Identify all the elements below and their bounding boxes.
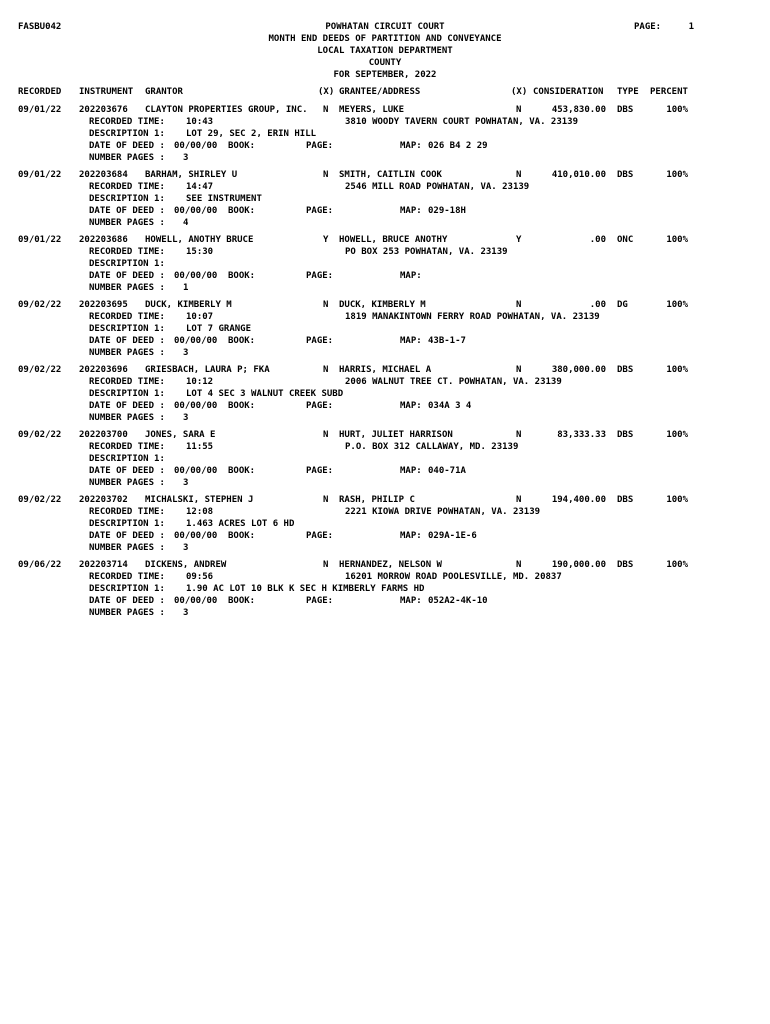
page-label: PAGE: xyxy=(634,22,662,32)
grantee-name: DUCK, KIMBERLY M xyxy=(339,300,426,310)
deed-type: DBS xyxy=(617,105,634,115)
number-pages: 3 xyxy=(183,608,189,618)
instrument-number: 202203686 xyxy=(79,235,128,245)
grantee-name: HOWELL, BRUCE ANOTHY xyxy=(339,235,448,245)
col-recorded: RECORDED xyxy=(18,87,62,97)
map-number: 43B-1-7 xyxy=(428,336,466,346)
recorded-date: 09/01/22 xyxy=(18,235,62,245)
description-label: DESCRIPTION 1: xyxy=(89,454,165,464)
recorded-time-label: RECORDED TIME: xyxy=(89,572,165,582)
description-label: DESCRIPTION 1: xyxy=(89,129,165,139)
grantee-x-flag: N xyxy=(516,170,522,180)
description-text: LOT 29, SEC 2, ERIN HILL xyxy=(186,129,317,139)
percent-value: 100% xyxy=(666,430,688,440)
col-x1: (X) xyxy=(318,87,335,97)
number-pages-label: NUMBER PAGES : xyxy=(89,348,165,358)
grantor-x-flag: N xyxy=(323,495,329,505)
grantor-name: MICHALSKI, STEPHEN J xyxy=(145,495,254,505)
deed-date-label: DATE OF DEED : xyxy=(89,401,165,411)
map-label: MAP: xyxy=(400,531,422,541)
percent-value: 100% xyxy=(666,170,688,180)
instrument-number: 202203696 xyxy=(79,365,128,375)
grantor-name: CLAYTON PROPERTIES GROUP, INC. xyxy=(145,105,308,115)
grantor-x-flag: N xyxy=(323,560,329,570)
grantee-address: 3810 WOODY TAVERN COURT POWHATAN, VA. 23139 xyxy=(345,117,578,127)
consideration-amount: 83,333.33 xyxy=(557,430,606,440)
map-number: 052A2-4K-10 xyxy=(428,596,488,606)
description-label: DESCRIPTION 1: xyxy=(89,194,165,204)
number-pages: 4 xyxy=(183,218,189,228)
description-label: DESCRIPTION 1: xyxy=(89,584,165,594)
deed-date-label: DATE OF DEED : xyxy=(89,466,165,476)
col-grantee: GRANTEE/ADDRESS xyxy=(339,87,421,97)
col-type: TYPE xyxy=(617,87,639,97)
page-field-label: PAGE: xyxy=(306,141,334,151)
grantee-address: P.O. BOX 312 CALLAWAY, MD. 23139 xyxy=(345,442,519,452)
page-field-label: PAGE: xyxy=(306,271,334,281)
court-title: POWHATAN CIRCUIT COURT xyxy=(325,22,445,32)
number-pages-label: NUMBER PAGES : xyxy=(89,413,165,423)
percent-value: 100% xyxy=(666,365,688,375)
description-text: 1.463 ACRES LOT 6 HD xyxy=(186,519,295,529)
percent-value: 100% xyxy=(666,105,688,115)
grantor-name: GRIESBACH, LAURA P; FKA xyxy=(145,365,270,375)
recorded-time: 14:47 xyxy=(186,182,214,192)
book-label: BOOK: xyxy=(228,141,256,151)
description-label: DESCRIPTION 1: xyxy=(89,324,165,334)
book-label: BOOK: xyxy=(228,336,256,346)
deed-type: DBS xyxy=(617,365,634,375)
book-label: BOOK: xyxy=(228,401,256,411)
map-number: 034A 3 4 xyxy=(428,401,472,411)
map-number: 029A-1E-6 xyxy=(428,531,477,541)
report-id: FASBU042 xyxy=(18,22,62,32)
percent-value: 100% xyxy=(666,235,688,245)
deed-type: DBS xyxy=(617,560,634,570)
department-title: LOCAL TAXATION DEPARTMENT xyxy=(317,46,453,56)
deed-date-label: DATE OF DEED : xyxy=(89,206,165,216)
consideration-amount: 453,830.00 xyxy=(551,105,606,115)
grantee-x-flag: N xyxy=(516,430,522,440)
report-title: MONTH END DEEDS OF PARTITION AND CONVEYANCE xyxy=(268,34,502,44)
map-number: 026 B4 2 29 xyxy=(428,141,488,151)
col-percent: PERCENT xyxy=(650,87,688,97)
grantee-name: HURT, JULIET HARRISON xyxy=(339,430,453,440)
recorded-time-label: RECORDED TIME: xyxy=(89,312,165,322)
deed-date: 00/00/00 xyxy=(174,466,218,476)
grantee-x-flag: Y xyxy=(516,235,522,245)
deed-type: DBS xyxy=(617,170,634,180)
page-field-label: PAGE: xyxy=(306,466,334,476)
col-grantor: GRANTOR xyxy=(145,87,183,97)
consideration-amount: .00 xyxy=(589,235,606,245)
consideration-amount: .00 xyxy=(589,300,606,310)
grantor-x-flag: N xyxy=(323,105,329,115)
number-pages: 3 xyxy=(183,543,189,553)
grantee-address: 2006 WALNUT TREE CT. POWHATAN, VA. 23139 xyxy=(345,377,562,387)
col-consideration: CONSIDERATION xyxy=(533,87,604,97)
consideration-amount: 194,400.00 xyxy=(551,495,606,505)
instrument-number: 202203695 xyxy=(79,300,128,310)
grantor-name: DICKENS, ANDREW xyxy=(145,560,227,570)
map-label: MAP: xyxy=(400,336,422,346)
grantee-address: PO BOX 253 POWHATAN, VA. 23139 xyxy=(345,247,508,257)
description-label: DESCRIPTION 1: xyxy=(89,519,165,529)
number-pages: 3 xyxy=(183,153,189,163)
number-pages-label: NUMBER PAGES : xyxy=(89,478,165,488)
deed-date: 00/00/00 xyxy=(174,401,218,411)
recorded-time: 15:30 xyxy=(186,247,214,257)
map-label: MAP: xyxy=(400,401,422,411)
deed-date: 00/00/00 xyxy=(174,206,218,216)
grantor-name: HOWELL, ANOTHY BRUCE xyxy=(145,235,254,245)
description-label: DESCRIPTION 1: xyxy=(89,389,165,399)
deed-date-label: DATE OF DEED : xyxy=(89,596,165,606)
grantor-x-flag: N xyxy=(323,170,329,180)
page-field-label: PAGE: xyxy=(306,531,334,541)
grantee-name: SMITH, CAITLIN COOK xyxy=(339,170,442,180)
number-pages-label: NUMBER PAGES : xyxy=(89,543,165,553)
number-pages-label: NUMBER PAGES : xyxy=(89,283,165,293)
number-pages-label: NUMBER PAGES : xyxy=(89,608,165,618)
grantee-address: 1819 MANAKINTOWN FERRY ROAD POWHATAN, VA. 23139 xyxy=(345,312,600,322)
deed-date-label: DATE OF DEED : xyxy=(89,141,165,151)
percent-value: 100% xyxy=(666,495,688,505)
col-x2: (X) xyxy=(511,87,528,97)
consideration-amount: 190,000.00 xyxy=(551,560,606,570)
grantor-x-flag: N xyxy=(323,365,329,375)
deed-type: ONC xyxy=(617,235,634,245)
recorded-time-label: RECORDED TIME: xyxy=(89,377,165,387)
recorded-date: 09/01/22 xyxy=(18,105,62,115)
consideration-amount: 380,000.00 xyxy=(551,365,606,375)
recorded-time: 10:07 xyxy=(186,312,214,322)
deed-date-label: DATE OF DEED : xyxy=(89,531,165,541)
grantee-name: RASH, PHILIP C xyxy=(339,495,415,505)
grantee-x-flag: N xyxy=(516,300,522,310)
description-label: DESCRIPTION 1: xyxy=(89,259,165,269)
number-pages-label: NUMBER PAGES : xyxy=(89,153,165,163)
recorded-date: 09/01/22 xyxy=(18,170,62,180)
map-label: MAP: xyxy=(400,596,422,606)
grantee-name: HERNANDEZ, NELSON W xyxy=(339,560,442,570)
grantee-x-flag: N xyxy=(516,560,522,570)
percent-value: 100% xyxy=(666,300,688,310)
grantor-name: DUCK, KIMBERLY M xyxy=(145,300,232,310)
map-label: MAP: xyxy=(400,141,422,151)
description-text: LOT 4 SEC 3 WALNUT CREEK SUBD xyxy=(186,389,344,399)
description-text: 1.90 AC LOT 10 BLK K SEC H KIMBERLY FARMS HD xyxy=(186,584,425,594)
instrument-number: 202203676 xyxy=(79,105,128,115)
deed-type: DBS xyxy=(617,495,634,505)
description-text: SEE INSTRUMENT xyxy=(186,194,262,204)
page-field-label: PAGE: xyxy=(306,596,334,606)
recorded-date: 09/06/22 xyxy=(18,560,62,570)
instrument-number: 202203714 xyxy=(79,560,128,570)
deed-date: 00/00/00 xyxy=(174,336,218,346)
percent-value: 100% xyxy=(666,560,688,570)
deed-type: DBS xyxy=(617,430,634,440)
number-pages-label: NUMBER PAGES : xyxy=(89,218,165,228)
period-title: FOR SEPTEMBER, 2022 xyxy=(333,70,437,80)
recorded-time-label: RECORDED TIME: xyxy=(89,507,165,517)
recorded-time-label: RECORDED TIME: xyxy=(89,182,165,192)
recorded-time: 09:56 xyxy=(186,572,214,582)
grantee-address: 16201 MORROW ROAD POOLESVILLE, MD. 20837 xyxy=(345,572,562,582)
grantee-x-flag: N xyxy=(516,365,522,375)
book-label: BOOK: xyxy=(228,596,256,606)
deed-date-label: DATE OF DEED : xyxy=(89,336,165,346)
map-number: 029-18H xyxy=(428,206,466,216)
recorded-time-label: RECORDED TIME: xyxy=(89,247,165,257)
map-label: MAP: xyxy=(400,466,422,476)
grantee-name: MEYERS, LUKE xyxy=(339,105,405,115)
page-field-label: PAGE: xyxy=(306,401,334,411)
deed-date: 00/00/00 xyxy=(174,596,218,606)
deed-date: 00/00/00 xyxy=(174,141,218,151)
map-number: 040-71A xyxy=(428,466,466,476)
number-pages: 1 xyxy=(183,283,189,293)
page-number: 1 xyxy=(688,22,694,32)
book-label: BOOK: xyxy=(228,206,256,216)
grantee-x-flag: N xyxy=(516,495,522,505)
page-field-label: PAGE: xyxy=(306,336,334,346)
grantor-x-flag: N xyxy=(323,300,329,310)
number-pages: 3 xyxy=(183,478,189,488)
recorded-date: 09/02/22 xyxy=(18,495,62,505)
book-label: BOOK: xyxy=(228,531,256,541)
instrument-number: 202203684 xyxy=(79,170,128,180)
recorded-time-label: RECORDED TIME: xyxy=(89,117,165,127)
recorded-time-label: RECORDED TIME: xyxy=(89,442,165,452)
recorded-date: 09/02/22 xyxy=(18,430,62,440)
deed-date-label: DATE OF DEED : xyxy=(89,271,165,281)
grantee-x-flag: N xyxy=(516,105,522,115)
grantee-address: 2221 KIOWA DRIVE POWHATAN, VA. 23139 xyxy=(345,507,541,517)
grantee-address: 2546 MILL ROAD POWHATAN, VA. 23139 xyxy=(345,182,530,192)
deed-date: 00/00/00 xyxy=(174,531,218,541)
page-field-label: PAGE: xyxy=(306,206,334,216)
recorded-time: 10:12 xyxy=(186,377,214,387)
description-text: LOT 7 GRANGE xyxy=(186,324,252,334)
deed-date: 00/00/00 xyxy=(174,271,218,281)
grantor-name: BARHAM, SHIRLEY U xyxy=(145,170,238,180)
number-pages: 3 xyxy=(183,413,189,423)
grantee-name: HARRIS, MICHAEL A xyxy=(339,365,432,375)
recorded-time: 12:08 xyxy=(186,507,214,517)
grantor-x-flag: N xyxy=(323,430,329,440)
deed-type: DG xyxy=(617,300,628,310)
recorded-time: 11:55 xyxy=(186,442,214,452)
grantor-name: JONES, SARA E xyxy=(145,430,216,440)
consideration-amount: 410,010.00 xyxy=(551,170,606,180)
book-label: BOOK: xyxy=(228,271,256,281)
recorded-date: 09/02/22 xyxy=(18,365,62,375)
instrument-number: 202203700 xyxy=(79,430,128,440)
instrument-number: 202203702 xyxy=(79,495,128,505)
number-pages: 3 xyxy=(183,348,189,358)
map-label: MAP: xyxy=(400,271,422,281)
grantor-x-flag: Y xyxy=(323,235,329,245)
map-label: MAP: xyxy=(400,206,422,216)
col-instrument: INSTRUMENT xyxy=(79,87,134,97)
recorded-date: 09/02/22 xyxy=(18,300,62,310)
book-label: BOOK: xyxy=(228,466,256,476)
recorded-time: 10:43 xyxy=(186,117,214,127)
county-title: COUNTY xyxy=(368,58,402,68)
